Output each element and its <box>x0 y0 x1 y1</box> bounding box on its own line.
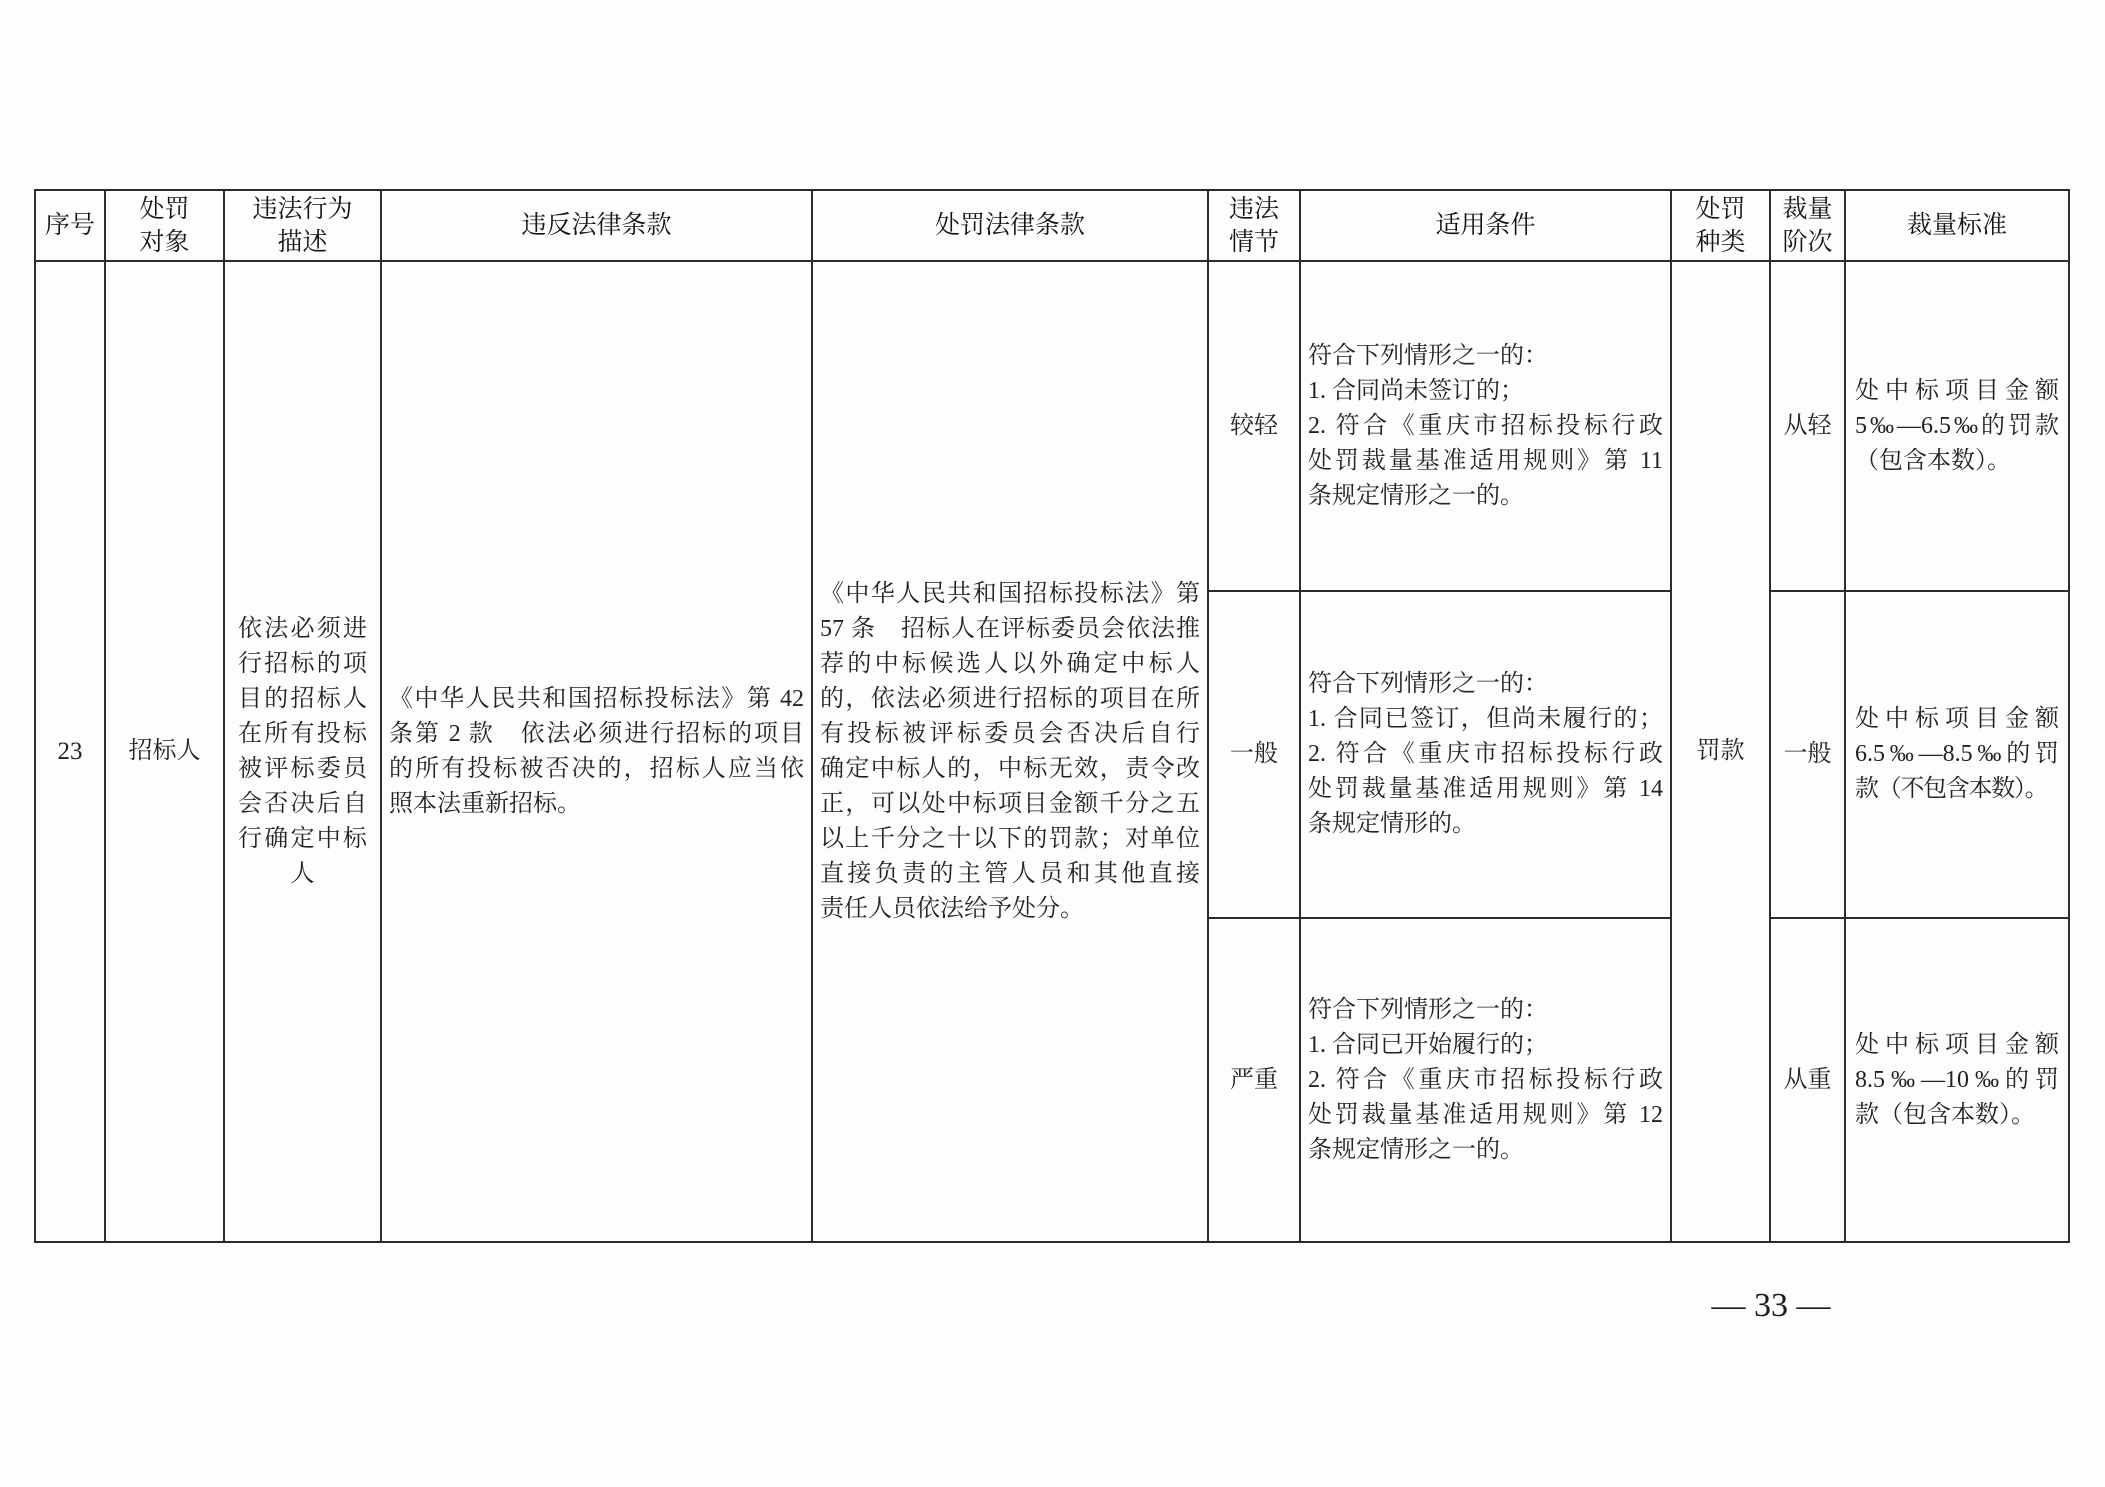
text-line: 条规定情形之一的。 <box>1308 482 1524 509</box>
text-line: 1. 合同尚未签订的； <box>1308 377 1524 404</box>
discretion-level-value: 从轻 <box>1783 412 1832 439</box>
text-line: 行确定中标 <box>238 825 367 852</box>
cell-conditions <box>1300 918 1671 1242</box>
text-line: 2. 符合《重庆市招标投标行政 <box>1308 741 1663 767</box>
header-behavior <box>224 190 381 261</box>
cell-circumstance <box>1208 918 1300 1242</box>
text-line: 处中标项目金额 <box>1855 377 2059 404</box>
table-header-row <box>35 190 2069 261</box>
circumstance-value: 严重 <box>1230 1066 1278 1093</box>
header-line: 对象 <box>139 227 190 256</box>
header-penalty-type <box>1671 190 1770 261</box>
cell-seq <box>35 261 105 1242</box>
text-line: 以上千分之十以下的罚款；对单位 <box>820 825 1200 852</box>
text-line: 行招标的项 <box>238 650 367 677</box>
penalty-table <box>34 189 2070 1243</box>
cell-behavior <box>224 261 381 1242</box>
header-line: 违法 <box>1228 194 1279 223</box>
cell-discretion-standard <box>1845 261 2069 591</box>
circumstance-value: 较轻 <box>1230 412 1278 439</box>
header-line: 裁量 <box>1782 194 1833 223</box>
header-line: 处罚法律条款 <box>934 211 1085 239</box>
cell-penalty-clause <box>812 261 1208 1242</box>
header-line: 种类 <box>1695 227 1746 256</box>
discretion-level-value: 从重 <box>1783 1066 1832 1093</box>
text-line: 2. 符合《重庆市招标投标行政 <box>1308 1066 1663 1093</box>
header-line: 处罚 <box>139 194 190 223</box>
text-line: 依法必须进 <box>238 615 367 642</box>
text-line: 责任人员依法给予处分。 <box>820 895 1084 922</box>
circumstance-value: 一般 <box>1230 741 1278 767</box>
header-line: 裁量标准 <box>1906 211 2007 239</box>
header-line: 适用条件 <box>1435 211 1536 239</box>
header-target <box>105 190 224 261</box>
text-line: 荐的中标候选人以外确定中标人 <box>820 650 1200 677</box>
text-line: （包含本数）。 <box>1855 447 2011 474</box>
cell-penalty-type <box>1671 261 1770 1242</box>
text-line: 有投标被评标委员会否决后自行 <box>820 720 1200 747</box>
header-line: 违反法律条款 <box>521 211 672 239</box>
cell-conditions <box>1300 261 1671 591</box>
seq-value: 23 <box>57 738 83 765</box>
header-seq <box>35 190 105 261</box>
text-line: 款（不包含本数）。 <box>1855 776 2048 802</box>
text-line: 《中华人民共和国招标投标法》第 <box>820 580 1200 607</box>
text-line: 在所有投标 <box>238 720 367 747</box>
cell-discretion-standard <box>1845 918 2069 1242</box>
text-line: 1. 合同已签订，但尚未履行的； <box>1308 706 1663 732</box>
cell-target <box>105 261 224 1242</box>
cell-circumstance <box>1208 261 1300 591</box>
text-line: 目的招标人 <box>238 685 367 712</box>
text-line: 1. 合同已开始履行的； <box>1308 1031 1548 1058</box>
text-line: 确定中标人的，中标无效，责令改 <box>820 755 1200 782</box>
text-line: 条规定情形之一的。 <box>1308 1136 1524 1163</box>
cell-discretion-standard <box>1845 591 2069 918</box>
header-discretion-level <box>1770 190 1845 261</box>
cell-discretion-level <box>1770 261 1845 591</box>
text-line: 条规定情形的。 <box>1308 811 1476 837</box>
text-line: 人 <box>290 860 315 887</box>
text-line: 2. 符合《重庆市招标投标行政 <box>1308 412 1663 439</box>
text-line: 符合下列情形之一的： <box>1308 671 1548 697</box>
header-line: 描述 <box>277 227 328 256</box>
text-line: 款（包含本数）。 <box>1855 1101 2035 1128</box>
cell-conditions <box>1300 591 1671 918</box>
header-discretion-standard <box>1845 190 2069 261</box>
text-line: 条第 2 款 依法必须进行招标的项目 <box>389 720 804 747</box>
header-circumstance <box>1208 190 1300 261</box>
text-line: 会否决后自 <box>238 790 367 817</box>
penalty-type-value: 罚款 <box>1696 738 1745 764</box>
text-line: 的，依法必须进行招标的项目在所 <box>820 685 1200 712</box>
header-line: 处罚 <box>1695 194 1746 223</box>
text-line: 直接负责的主管人员和其他直接 <box>820 860 1200 887</box>
text-line: 处中标项目金额 <box>1855 1031 2059 1058</box>
cell-discretion-level <box>1770 918 1845 1242</box>
text-line: 5‰—6.5‰的罚款 <box>1855 412 2059 439</box>
table-row <box>35 261 2069 591</box>
header-line: 序号 <box>44 211 95 239</box>
text-line: 处罚裁量基准适用规则》第 11 <box>1308 447 1663 474</box>
text-line: 《中华人民共和国招标投标法》第 42 <box>389 685 804 712</box>
text-line: 57 条 招标人在评标委员会依法推 <box>820 615 1200 642</box>
cell-circumstance <box>1208 591 1300 918</box>
cell-violated-clause <box>381 261 812 1242</box>
header-conditions <box>1300 190 1671 261</box>
header-line: 违法行为 <box>252 194 353 223</box>
page-number: — 33 — <box>1711 1287 1831 1324</box>
text-line: 处中标项目金额 <box>1855 706 2059 732</box>
header-line: 阶次 <box>1782 227 1833 256</box>
header-violated-clause <box>381 190 812 261</box>
target-value: 招标人 <box>128 738 201 764</box>
text-line: 的所有投标被否决的，招标人应当依 <box>389 755 804 782</box>
cell-discretion-level <box>1770 591 1845 918</box>
text-line: 照本法重新招标。 <box>389 790 581 817</box>
header-line: 情节 <box>1228 227 1279 256</box>
text-line: 8.5‰—10‰的罚 <box>1855 1066 2059 1093</box>
text-line: 正，可以处中标项目金额千分之五 <box>820 790 1200 817</box>
text-line: 处罚裁量基准适用规则》第 14 <box>1308 776 1663 802</box>
text-line: 符合下列情形之一的： <box>1308 996 1548 1023</box>
header-penalty-clause <box>812 190 1208 261</box>
text-line: 处罚裁量基准适用规则》第 12 <box>1308 1101 1663 1128</box>
text-line: 6.5‰—8.5‰的罚 <box>1855 741 2059 767</box>
text-line: 符合下列情形之一的： <box>1308 342 1548 369</box>
text-line: 被评标委员 <box>238 755 367 782</box>
discretion-level-value: 一般 <box>1783 741 1832 767</box>
